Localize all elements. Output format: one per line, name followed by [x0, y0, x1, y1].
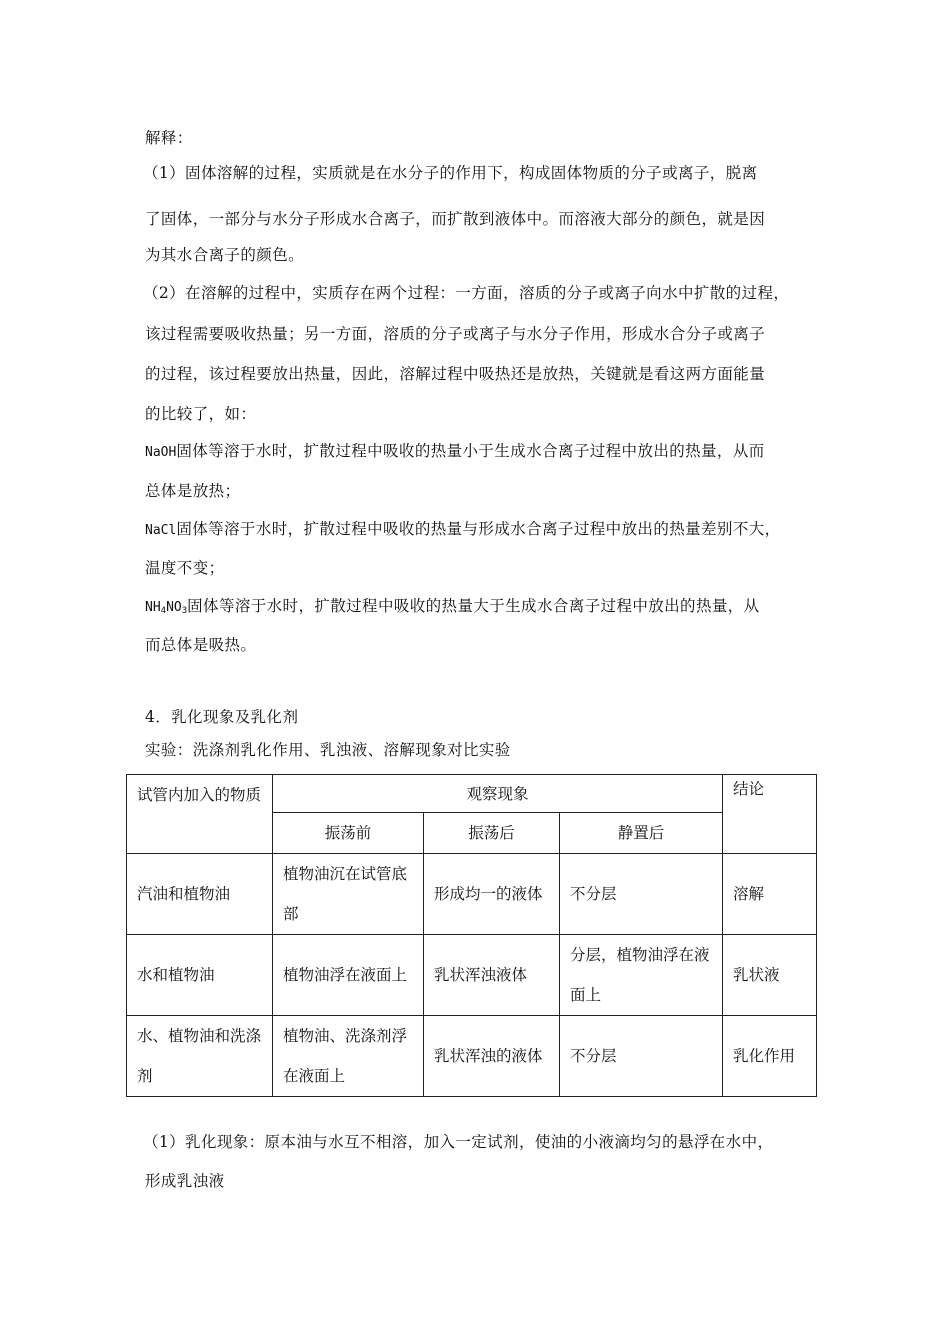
header-observe: 观察现象	[273, 775, 723, 813]
experiment-table	[126, 774, 817, 1097]
cell-conclusion: 乳状液	[723, 935, 817, 1016]
naoh-line1	[145, 441, 765, 463]
header-conclusion: 结论	[723, 775, 817, 854]
nacl-formula: NaCl	[145, 523, 177, 538]
emulsion-line1: （1）乳化现象：原本油与水互不相溶，加入一定试剂，使油的小液滴均匀的悬浮在水中，	[143, 1133, 774, 1151]
nh4no3-formula: $NH_4NO_3$	[145, 600, 188, 616]
table-header-row	[127, 775, 817, 813]
header-before: 振荡前	[273, 813, 424, 854]
table-row	[127, 935, 817, 1016]
explain-p2-line2: 该过程需要吸收热量；另一方面，溶质的分子或离子与水分子作用，形成水合分子或离子	[145, 325, 766, 343]
cell-substance: 汽油和植物油	[127, 854, 273, 935]
cell-after: 形成均一的液体	[424, 854, 560, 935]
nh4no3-line2: 而总体是吸热。	[145, 636, 257, 654]
naoh-text: 固体等溶于水时，扩散过程中吸收的热量小于生成水合离子过程中放出的热量，从而	[176, 442, 765, 460]
nacl-line1	[145, 519, 781, 541]
explain-p1-line1: （1）固体溶解的过程，实质就是在水分子的作用下，构成固体物质的分子或离子，脱离	[143, 164, 758, 182]
cell-after: 乳状浑浊液体	[424, 935, 560, 1016]
explain-heading: 解释：	[145, 129, 193, 147]
nh4no3-line1	[145, 596, 760, 621]
explain-p2-line3: 的过程，该过程要放出热量，因此，溶解过程中吸热还是放热，关键就是看这两方面能量	[145, 365, 766, 383]
naoh-line2: 总体是放热；	[145, 482, 241, 500]
explain-p2-line4: 的比较了，如：	[145, 405, 257, 423]
table-row	[127, 854, 817, 935]
cell-conclusion: 溶解	[723, 854, 817, 935]
cell-after: 乳状浑浊的液体	[424, 1016, 560, 1097]
emulsion-line2: 形成乳浊液	[145, 1172, 225, 1190]
cell-still: 不分层	[560, 1016, 723, 1097]
cell-substance: 水和植物油	[127, 935, 273, 1016]
cell-before: 植物油浮在液面上	[273, 935, 424, 1016]
cell-still: 不分层	[560, 854, 723, 935]
header-after: 振荡后	[424, 813, 560, 854]
nh4no3-text: 固体等溶于水时，扩散过程中吸收的热量大于生成水合离子过程中放出的热量，从	[187, 597, 760, 615]
nacl-text: 固体等溶于水时，扩散过程中吸收的热量与形成水合离子过程中放出的热量差别不大，	[176, 520, 781, 538]
cell-still: 分层，植物油浮在液面上	[560, 935, 723, 1016]
section4-experiment: 实验：洗涤剂乳化作用、乳浊液、溶解现象对比实验	[145, 741, 511, 759]
header-substance: 试管内加入的物质	[127, 775, 273, 854]
nacl-line2: 温度不变；	[145, 559, 225, 577]
naoh-formula: NaOH	[145, 445, 177, 460]
explain-p1-line3: 为其水合离子的颜色。	[145, 246, 305, 264]
cell-before: 植物油、洗涤剂浮在液面上	[273, 1016, 424, 1097]
cell-conclusion: 乳化作用	[723, 1016, 817, 1097]
header-still: 静置后	[560, 813, 723, 854]
explain-p2-line1: （2）在溶解的过程中，实质存在两个过程：一方面，溶质的分子或离子向水中扩散的过程，	[143, 284, 790, 302]
explain-p1-line2: 了固体，一部分与水分子形成水合离子，而扩散到液体中。而溶液大部分的颜色，就是因	[145, 210, 766, 228]
cell-substance: 水、植物油和洗涤剂	[127, 1016, 273, 1097]
table-row	[127, 1016, 817, 1097]
cell-before: 植物油沉在试管底部	[273, 854, 424, 935]
section4-title: 4．乳化现象及乳化剂	[145, 708, 299, 726]
